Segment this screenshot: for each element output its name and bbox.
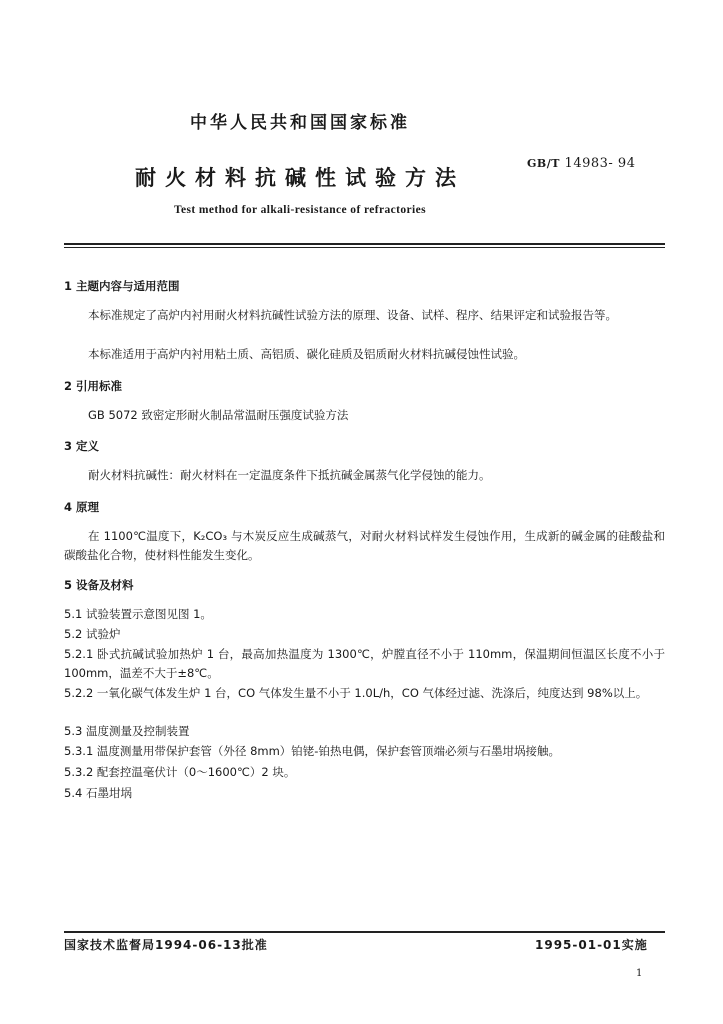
section-3-heading: 3 定义	[64, 439, 100, 453]
clause-5-4: 5.4 石墨坩埚	[64, 786, 132, 800]
section-4-principle: 在 1100℃温度下，K₂CO₃ 与木炭反应生成碱蒸气，对耐火材料试样发生侵蚀作用，生成新的碱金属的硅酸盐和碳酸盐化合物，使材料性能发生变化。	[64, 529, 665, 562]
section-1-paragraph-2: 本标准适用于高炉内衬用粘土质、高铝质、碳化硅质及铝质耐火材料抗碱侵蚀性试验。	[88, 347, 525, 361]
standard-number	[527, 156, 635, 171]
section-4-heading: 4 原理	[64, 500, 100, 514]
clause-5-1: 5.1 试验装置示意图见图 1。	[64, 607, 212, 621]
footer-rule	[64, 931, 665, 933]
document-title: 耐火材料抗碱性试验方法	[135, 165, 465, 190]
clause-5-2-1: 5.2.1 卧式抗碱试验加热炉 1 台，最高加热温度为 1300℃，炉膛直径不小于 110mm，保温期间恒温区长度不小于 100mm，温差不大于±8℃。	[64, 647, 665, 680]
header-rule-thin	[64, 247, 665, 248]
section-1-heading: 1 主题内容与适用范围	[64, 279, 180, 293]
section-2-heading: 2 引用标准	[64, 379, 123, 393]
section-3-definition: 耐火材料抗碱性：耐火材料在一定温度条件下抵抗碱金属蒸气化学侵蚀的能力。	[88, 468, 491, 482]
clause-5-3-2: 5.3.2 配套控温毫伏计（0～1600℃）2 块。	[64, 765, 296, 779]
english-title: Test method for alkali-resistance of refractories	[174, 204, 426, 216]
national-standard-label: 中华人民共和国国家标准	[190, 113, 410, 133]
page-number: 1	[636, 968, 643, 979]
clause-5-3-1: 5.3.1 温度测量用带保护套管（外径 8mm）铂铑-铂热电偶，保护套管顶端必须与石墨坩埚接触。	[64, 744, 560, 758]
section-1-paragraph-1: 本标准规定了高炉内衬用耐火材料抗碱性试验方法的原理、设备、试样、程序、结果评定和试验报告等。	[88, 308, 617, 322]
section-5-heading: 5 设备及材料	[64, 578, 134, 592]
header-rule	[64, 243, 665, 245]
standard-code: GB/T	[527, 157, 560, 170]
clause-5-2-2: 5.2.2 一氧化碳气体发生炉 1 台，CO 气体发生量不小于 1.0L/h，CO 气体经过滤、洗涤后，纯度达到 98%以上。	[64, 686, 648, 700]
clause-5-3: 5.3 温度测量及控制装置	[64, 724, 190, 738]
clause-5-2: 5.2 试验炉	[64, 627, 121, 641]
effective-date: 1995-01-01实施	[535, 938, 648, 952]
issued-by: 国家技术监督局1994-06-13批准	[64, 938, 268, 952]
standard-number-value: 14983- 94	[564, 156, 636, 171]
section-2-reference: GB 5072 致密定形耐火制品常温耐压强度试验方法	[88, 408, 349, 422]
